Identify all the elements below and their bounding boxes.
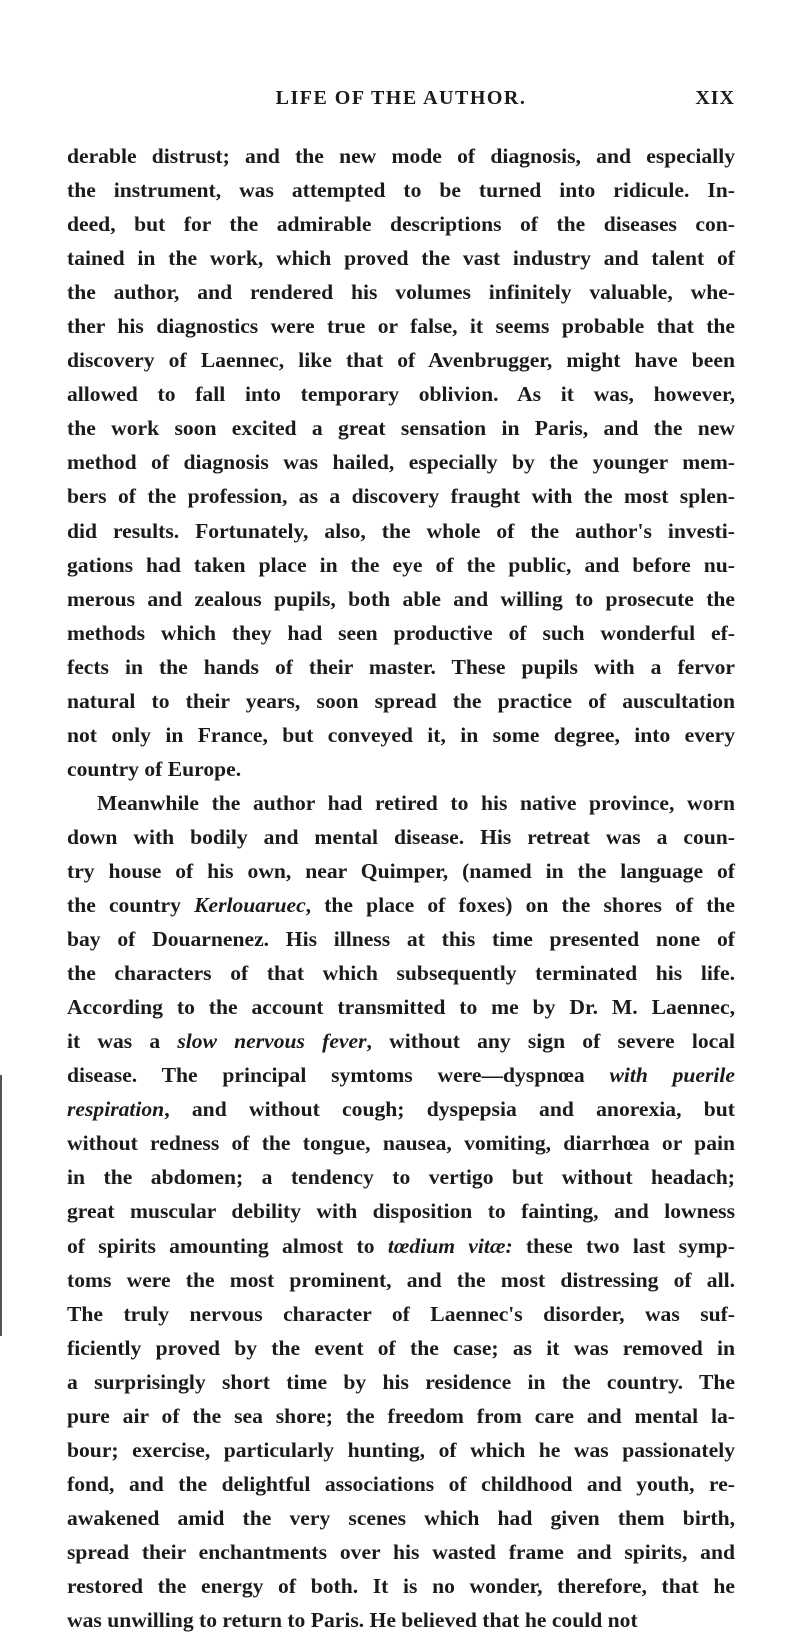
text-line — [67, 514, 735, 548]
text-run: the work soon excited a great sensation in Paris, and the new — [67, 416, 735, 441]
text-line — [67, 650, 735, 684]
text-line — [67, 1603, 735, 1637]
text-line — [67, 922, 735, 956]
text-run: method of diagnosis was hailed, especially by the younger mem- — [67, 450, 735, 475]
italic-text: slow nervous fever — [177, 1029, 367, 1054]
text-run: the instrument, was attempted to be turned into ridicule. In- — [67, 178, 735, 203]
text-line — [67, 1297, 735, 1331]
text-line — [67, 888, 735, 922]
text-run: gations had taken place in the eye of the public, and before nu- — [67, 552, 735, 577]
text-line — [67, 548, 735, 582]
text-run: toms were the most prominent, and the most distressing of all. — [67, 1267, 735, 1292]
text-line — [67, 1433, 735, 1467]
text-line — [67, 1263, 735, 1297]
text-run: in the abdomen; a tendency to vertigo but without headach; — [67, 1165, 735, 1190]
text-run: awakened amid the very scenes which had given them birth, — [67, 1505, 735, 1530]
text-line — [67, 343, 735, 377]
text-run: ther his diagnostics were true or false, it seems probable that the — [67, 314, 735, 339]
text-run: not only in France, but conveyed it, in some degree, into every — [67, 722, 735, 747]
text-run: fects in the hands of their master. These pupils with a fervor — [67, 654, 735, 679]
text-line — [67, 752, 735, 786]
text-line — [67, 1365, 735, 1399]
italic-text: with puerile — [609, 1063, 736, 1088]
text-run: bour; exercise, particularly hunting, of which he was passionately — [67, 1437, 735, 1462]
text-run: The truly nervous character of Laennec's disorder, was suf- — [67, 1301, 735, 1326]
text-line — [67, 445, 735, 479]
text-run: pure air of the sea shore; the freedom from care and mental la- — [67, 1403, 735, 1428]
running-head — [67, 87, 735, 117]
text-line — [67, 1058, 735, 1092]
text-line — [67, 990, 735, 1024]
text-run: try house of his own, near Quimper, (named in the language of — [67, 858, 735, 883]
italic-text: respiration — [67, 1097, 165, 1122]
text-line — [67, 479, 735, 513]
text-run: bay of Douarnenez. His illness at this time presented none of — [67, 927, 735, 952]
text-run: bers of the profession, as a discovery fraught with the most splen- — [67, 484, 735, 509]
text-run: allowed to fall into temporary oblivion. As it was, however, — [67, 382, 735, 407]
text-run: the author, and rendered his volumes infinitely valuable, whe- — [67, 280, 735, 305]
text-line — [67, 1535, 735, 1569]
text-run: discovery of Laennec, like that of Avenbrugger, might have been — [67, 348, 735, 373]
text-line — [67, 1501, 735, 1535]
text-line — [67, 411, 735, 445]
text-run: disease. The principal symtoms were—dyspnœa — [67, 1063, 610, 1088]
body-text — [67, 139, 735, 1637]
text-line — [67, 1092, 735, 1126]
text-run: , and without cough; dyspepsia and anorexia, but — [164, 1097, 735, 1122]
text-run: derable distrust; and the new mode of diagnosis, and especially — [67, 144, 735, 168]
text-line — [67, 1467, 735, 1501]
text-line — [67, 684, 735, 718]
text-line — [67, 854, 735, 888]
page-number: XIX — [695, 87, 735, 109]
text-line — [67, 1399, 735, 1433]
text-run: a surprisingly short time by his residence in the country. The — [67, 1369, 735, 1394]
text-run: great muscular debility with disposition to fainting, and lowness — [67, 1199, 735, 1224]
text-run: it was a — [67, 1029, 178, 1054]
text-line — [67, 718, 735, 752]
text-line — [67, 173, 735, 207]
text-line — [67, 616, 735, 650]
text-run: , without any sign of severe local — [366, 1029, 735, 1054]
text-line — [67, 786, 735, 820]
text-run: of spirits amounting almost to — [67, 1233, 388, 1258]
text-run: down with bodily and mental disease. His retreat was a coun- — [67, 824, 735, 849]
text-run: natural to their years, soon spread the practice of auscultation — [67, 688, 735, 713]
text-run: methods which they had seen productive of such wonderful ef- — [67, 620, 735, 645]
text-line — [67, 275, 735, 309]
text-run: spread their enchantments over his wasted frame and spirits, and — [67, 1539, 735, 1564]
text-line — [67, 956, 735, 990]
text-run: without redness of the tongue, nausea, vomiting, diarrhœa or pain — [67, 1131, 735, 1156]
text-run: restored the energy of both. It is no wonder, therefore, that he — [67, 1573, 735, 1598]
text-run: ficiently proved by the event of the case; as it was removed in — [67, 1335, 735, 1360]
text-line — [67, 309, 735, 343]
text-run: country of Europe. — [67, 756, 242, 781]
text-line — [67, 1229, 735, 1263]
italic-text: tœdium vitæ: — [387, 1233, 513, 1258]
text-run: , the place of foxes) on the shores of the — [305, 893, 735, 918]
text-run: merous and zealous pupils, both able and willing to prosecute the — [67, 586, 735, 611]
text-line — [67, 1024, 735, 1058]
text-run: these two last symp- — [512, 1233, 735, 1258]
text-run: tained in the work, which proved the vast industry and talent of — [67, 246, 735, 271]
text-run: the characters of that which subsequently terminated his life. — [67, 961, 735, 986]
text-line — [67, 241, 735, 275]
text-run: deed, but for the admirable descriptions of the diseases con- — [67, 212, 735, 237]
text-run: Meanwhile the author had retired to his native province, worn — [97, 790, 735, 815]
text-line — [67, 1194, 735, 1228]
italic-text: Kerlouaruec — [194, 893, 306, 918]
text-run: fond, and the delightful associations of childhood and youth, re- — [67, 1471, 735, 1496]
text-run: did results. Fortunately, also, the whole of the author's investi- — [67, 518, 735, 543]
text-run: was unwilling to return to Paris. He believed that he could not — [67, 1608, 638, 1633]
text-line — [67, 207, 735, 241]
page-edge-shadow — [0, 1075, 2, 1336]
text-run: the country — [67, 893, 195, 918]
text-run: According to the account transmitted to me by Dr. M. Laennec, — [67, 995, 735, 1020]
text-line — [67, 1160, 735, 1194]
text-line — [67, 139, 735, 173]
text-line — [67, 377, 735, 411]
text-line — [67, 582, 735, 616]
text-line — [67, 1569, 735, 1603]
running-head-title: LIFE OF THE AUTHOR. — [275, 87, 527, 109]
text-line — [67, 1126, 735, 1160]
text-line — [67, 820, 735, 854]
